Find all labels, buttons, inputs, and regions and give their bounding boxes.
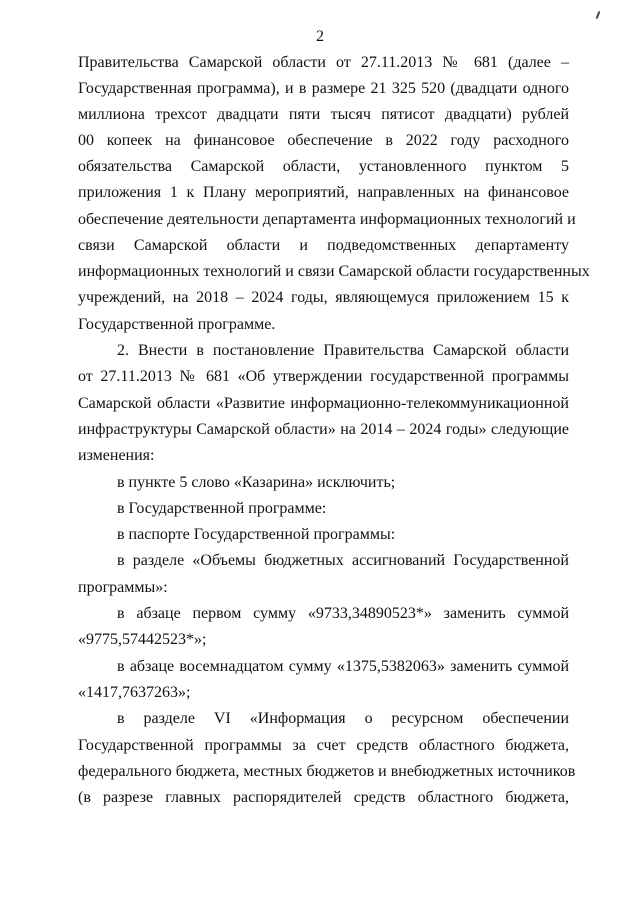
text-line: инфраструктуры Самарской области» на 2014 – 2024 годы» следующие <box>78 421 569 438</box>
text-line: Государственной программы за счет средств областного бюджета, <box>78 737 569 754</box>
text-line: «1417,7637263»; <box>78 684 191 701</box>
text-line: миллиона трехсот двадцати пяти тысяч пятисот двадцати) рублей <box>78 106 569 123</box>
pen-mark <box>596 11 601 19</box>
text-line: обязательства Самарской области, установленного пунктом 5 <box>78 158 569 175</box>
text-line: Правительства Самарской области от 27.11.2013 № 681 (далее – <box>78 54 569 71</box>
text-line: обеспечение деятельности департамента информационных технологий и <box>78 211 576 228</box>
text-line: связи Самарской области и подведомственных департаменту <box>78 237 569 254</box>
text-line: в Государственной программе: <box>117 500 327 517</box>
text-line: «9775,57442523*»; <box>78 631 207 648</box>
text-line: информационных технологий и связи Самарской области государственных <box>78 263 590 280</box>
text-line: федерального бюджета, местных бюджетов и внебюджетных источников <box>78 763 576 780</box>
text-line: в разделе «Объемы бюджетных ассигнований Государственной <box>117 552 569 569</box>
text-line: (в разрезе главных распорядителей средств областного бюджета, <box>78 789 569 806</box>
text-line: Государственной программе. <box>78 316 276 333</box>
text-line: от 27.11.2013 № 681 «Об утверждении государственной программы <box>78 368 569 385</box>
page-number: 2 <box>316 28 324 45</box>
text-line: в разделе VI «Информация о ресурсном обеспечении <box>117 710 569 727</box>
text-line: в пункте 5 слово «Казарина» исключить; <box>117 474 396 491</box>
text-line: в паспорте Государственной программы: <box>117 526 396 543</box>
text-line: учреждений, на 2018 – 2024 годы, являющемуся приложением 15 к <box>78 289 569 306</box>
text-line: программы»: <box>78 579 168 596</box>
text-line: в абзаце восемнадцатом сумму «1375,5382063» заменить суммой <box>117 658 569 675</box>
text-line: в абзаце первом сумму «9733,34890523*» заменить суммой <box>117 605 569 622</box>
text-line: 2. Внести в постановление Правительства Самарской области <box>117 342 569 359</box>
text-line: приложения 1 к Плану мероприятий, направленных на финансовое <box>78 184 569 201</box>
text-line: Самарской области «Развитие информационно-телекоммуникационной <box>78 395 569 412</box>
text-line: Государственная программа), и в размере 21 325 520 (двадцати одного <box>78 80 569 97</box>
text-line: изменения: <box>78 447 155 464</box>
text-line: 00 копеек на финансовое обеспечение в 2022 году расходного <box>78 132 569 149</box>
